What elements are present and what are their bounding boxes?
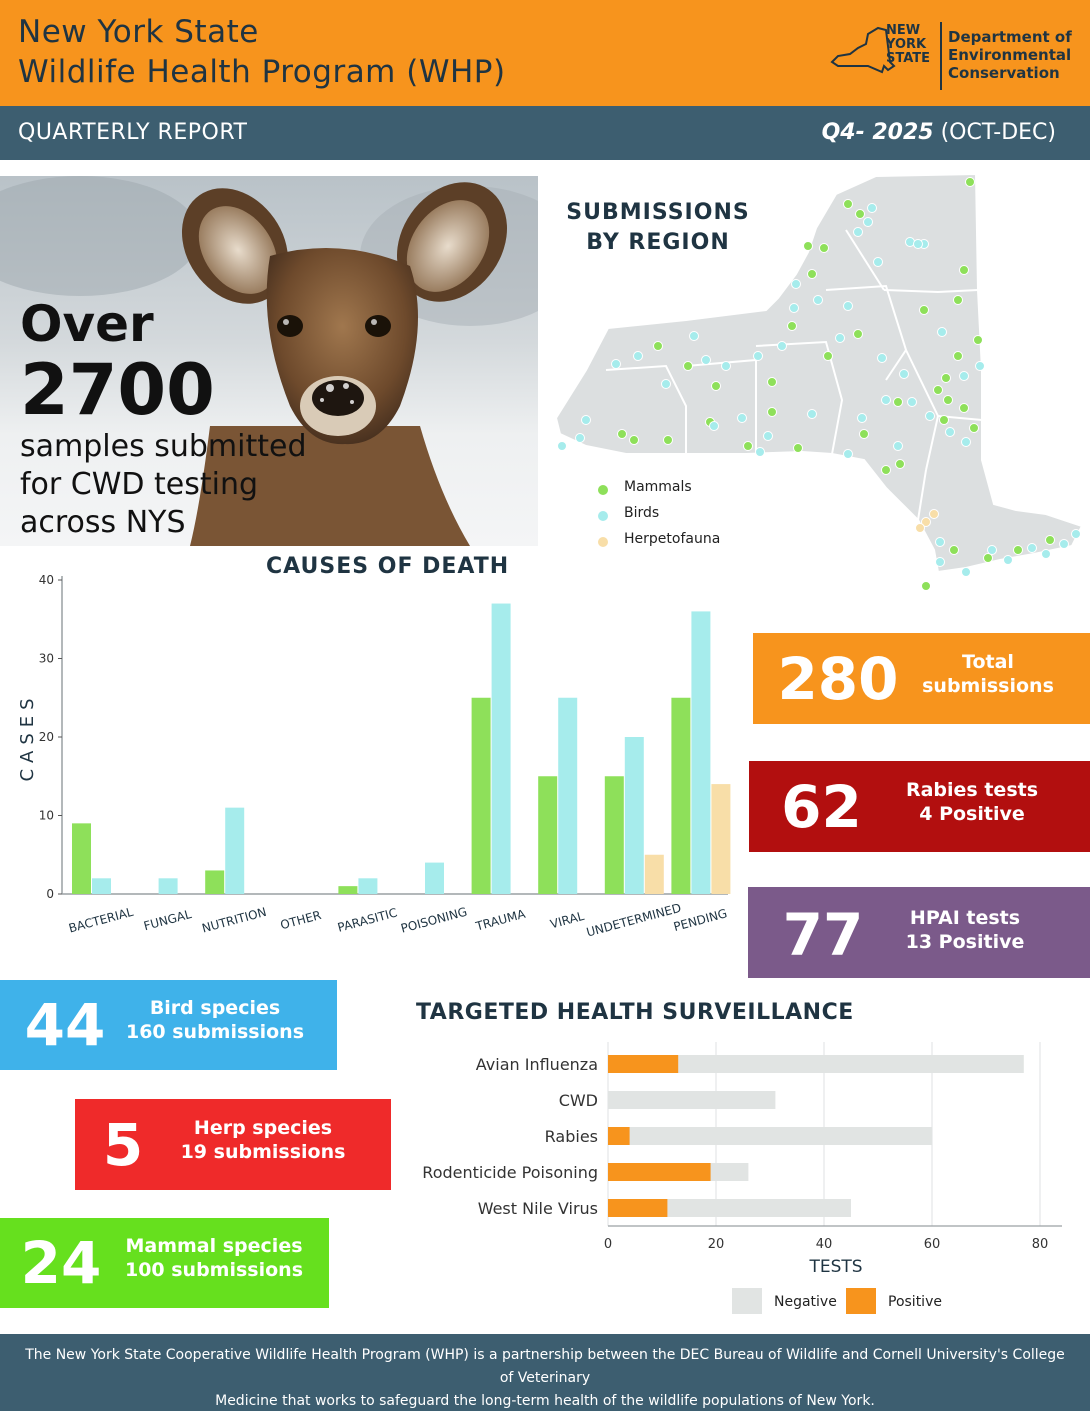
title-line-2: Wildlife Health Program (WHP) xyxy=(18,54,506,90)
cod-bar xyxy=(625,737,644,894)
cod-y-tick-label: 30 xyxy=(38,651,54,666)
ths-bar-positive xyxy=(608,1055,678,1073)
cod-bar xyxy=(691,611,710,894)
cod-bar xyxy=(538,776,557,894)
cod-bar xyxy=(358,878,377,894)
cod-y-axis-label: CASES xyxy=(17,692,38,782)
rabies-tests-box xyxy=(749,761,1090,852)
total-submissions-value: 280 xyxy=(777,645,899,713)
cod-y-tick-label: 40 xyxy=(38,573,54,587)
ths-x-tick-label: 40 xyxy=(815,1237,833,1252)
herp-species-value: 5 xyxy=(102,1111,144,1179)
ths-legend-label: Negative xyxy=(774,1294,837,1310)
footer-bar xyxy=(0,1334,1090,1411)
header-bar xyxy=(0,0,1090,106)
cwd-over: Over xyxy=(20,295,154,353)
hpai-tests-box xyxy=(748,887,1090,978)
ths-bar-positive xyxy=(608,1199,667,1217)
report-quarter: Q4- 2025 xyxy=(821,120,934,145)
cod-bar xyxy=(92,878,111,894)
ths-category-label: Rabies xyxy=(544,1127,598,1146)
hpai-tests-value: 77 xyxy=(782,901,864,969)
cod-category-label: FUNGAL xyxy=(142,907,193,934)
cod-bar xyxy=(671,698,690,894)
cod-bar xyxy=(159,878,178,894)
ths-category-label: West Nile Virus xyxy=(477,1199,598,1218)
ths-x-tick-label: 20 xyxy=(707,1237,725,1252)
surveillance-chart xyxy=(400,1030,1080,1330)
cod-bar xyxy=(558,698,577,894)
cod-bar xyxy=(425,863,444,894)
report-type: QUARTERLY REPORT xyxy=(18,120,248,145)
cwd-line-3: across NYS xyxy=(20,505,186,540)
cod-category-label: OTHER xyxy=(278,907,323,933)
bird-species-label: Bird species 160 submissions xyxy=(125,997,305,1043)
report-subbar xyxy=(0,106,1090,160)
logo-divider xyxy=(940,22,942,90)
total-submissions-label: Total submissions xyxy=(922,651,1054,697)
cod-category-label: TRAUMA xyxy=(474,906,527,934)
ths-x-tick-label: 0 xyxy=(603,1237,613,1252)
cod-category-label: UNDETERMINED xyxy=(584,900,683,940)
cod-bar xyxy=(72,823,91,894)
ths-bar-negative xyxy=(608,1091,775,1109)
cwd-count: 2700 xyxy=(20,349,215,431)
mammal-species-label: Mammal species 100 submissions xyxy=(124,1235,304,1281)
hpai-tests-label: HPAI tests 13 Positive xyxy=(905,907,1025,953)
bird-species-value: 44 xyxy=(24,991,106,1059)
cod-bar xyxy=(605,776,624,894)
rabies-tests-value: 62 xyxy=(781,773,862,841)
cod-category-label: VIRAL xyxy=(548,908,586,932)
cod-bar xyxy=(338,886,357,894)
ths-x-tick-label: 80 xyxy=(1031,1237,1049,1252)
mammal-species-value: 24 xyxy=(20,1229,102,1297)
surveillance-title: TARGETED HEALTH SURVEILLANCE xyxy=(416,1000,854,1025)
cod-bar xyxy=(472,698,491,894)
cod-category-label: BACTERIAL xyxy=(67,904,135,936)
report-page: New York State Wildlife Health Program (WHP) NEW YORK STATE Department of Environmental Conservation QUARTERLY REPORT Q4- 2025 (OCT-DEC) Over 2700 samples submitted for CWD testing across NYS SUBMISSIONS BY REGION Mammals Birds Herpetofauna CAUSES OF DEATH 0 10 20 30 40 CASES BACTERIAL FUNGAL NUTRITION OTHER PARASITIC POISONING TRAUMA VIRAL UNDETERMINED PENDING 280 Total submissions 62 Rabies tests 4 Positive 77 HPAI tests 13 Positive 44 Bird species 160 submissions 5 Herp species 19 submissions 24 Mammal species 100 submissions TARGETED HEALTH SURVEILLANCE 0 20 40 60 80 TESTS Avian Influenza CWD Rabies Rodenticide Poisoning West Nile Virus Negative Positive The New York State Cooperative Wildlife Health Program (WHP) is a partnership between the DEC Bureau of Wildlife and Cornell University's College of Veterinary Medicine that works to safeguard the long-term health of the wildlife populations of New York. xyxy=(0,0,1090,1411)
cod-category-label: PARASITIC xyxy=(336,905,399,935)
ths-x-axis-label: TESTS xyxy=(809,1257,863,1277)
ths-category-label: CWD xyxy=(558,1091,598,1110)
ths-category-label: Avian Influenza xyxy=(475,1055,598,1074)
footer-text: The New York State Cooperative Wildlife Health Program (WHP) is a partnership between the DEC Bureau of Wildlife and Cornell University's College of Veterinary Medicine that works to safeguard the long-term health of the wildlife populations of New York. xyxy=(25,1347,1065,1409)
total-submissions-box xyxy=(753,633,1090,724)
map-title: SUBMISSIONS BY REGION xyxy=(566,200,750,255)
cod-bar xyxy=(711,784,730,894)
herpetofauna-dot-icon xyxy=(598,537,608,547)
logo-state-text: NEW YORK STATE xyxy=(886,23,931,66)
cod-y-tick-label: 0 xyxy=(46,887,54,901)
ths-bar-positive xyxy=(608,1127,630,1145)
cod-bar xyxy=(205,870,224,894)
cod-category-label: NUTRITION xyxy=(200,904,268,936)
cod-y-tick-label: 10 xyxy=(38,808,54,823)
report-title xyxy=(18,12,506,92)
cod-category-label: POISONING xyxy=(399,904,469,936)
mammal-species-box xyxy=(0,1218,329,1308)
ths-legend-swatch-positive xyxy=(846,1288,876,1314)
ths-legend-swatch-negative xyxy=(732,1288,762,1314)
title-line-1: New York State xyxy=(18,14,259,50)
birds-dot-icon xyxy=(598,511,608,521)
ths-bar-negative xyxy=(608,1127,932,1145)
cwd-line-1: samples submitted xyxy=(20,429,307,464)
causes-of-death-chart xyxy=(0,560,740,970)
cod-y-tick-label: 20 xyxy=(38,730,54,744)
cod-category-label: PENDING xyxy=(672,906,729,934)
cod-bar xyxy=(492,604,511,894)
nys-dec-logo xyxy=(828,22,1078,92)
rabies-tests-label: Rabies tests 4 Positive xyxy=(905,779,1039,825)
herp-species-box xyxy=(75,1099,391,1190)
hero-deer-photo xyxy=(0,176,538,546)
ths-bar-positive xyxy=(608,1163,711,1181)
cwd-line-2: for CWD testing xyxy=(20,467,259,502)
cwd-callout xyxy=(20,296,307,542)
report-period xyxy=(822,120,1056,145)
cod-bar xyxy=(645,855,664,894)
logo-dept-text: Department of Environmental Conservation xyxy=(948,28,1072,82)
ths-legend-label: Positive xyxy=(888,1294,942,1310)
report-range: (OCT-DEC) xyxy=(940,120,1056,145)
ths-category-label: Rodenticide Poisoning xyxy=(422,1163,598,1182)
mammals-dot-icon xyxy=(598,485,608,495)
bird-species-box xyxy=(0,980,337,1070)
cod-bar xyxy=(225,808,244,894)
causes-of-death-title: CAUSES OF DEATH xyxy=(266,554,510,579)
ths-x-tick-label: 60 xyxy=(923,1237,941,1252)
herp-species-label: Herp species 19 submissions xyxy=(180,1117,346,1163)
